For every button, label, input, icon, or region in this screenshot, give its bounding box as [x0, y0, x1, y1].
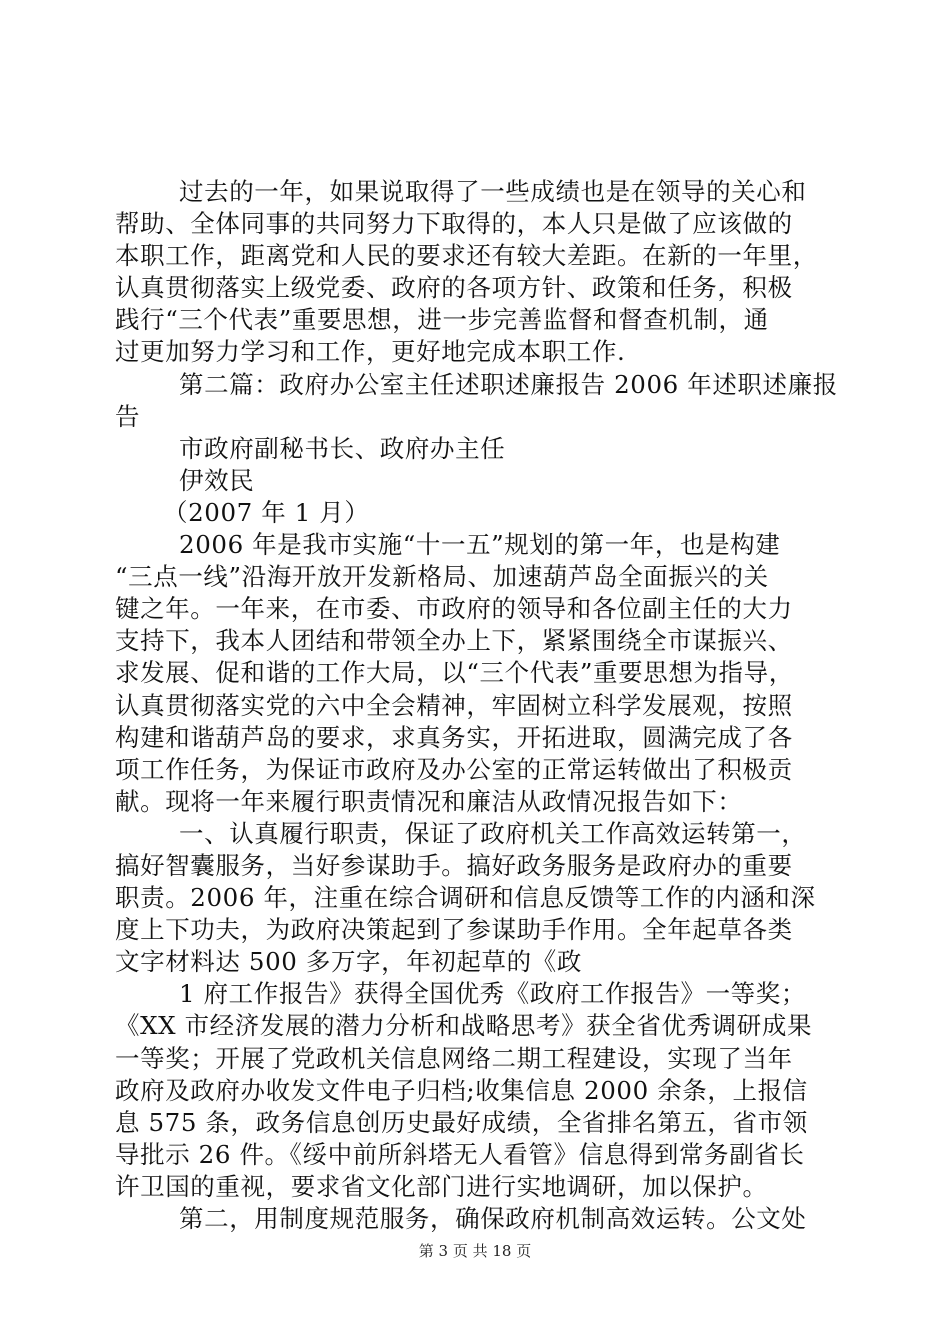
paragraph-line: 键之年。一年来，在市委、市政府的领导和各位副主任的大力: [115, 594, 793, 624]
paragraph-line: 支持下，我本人团结和带领全办上下，紧紧围绕全市谋振兴、: [115, 626, 793, 656]
paragraph-line: 一等奖；开展了党政机关信息网络二期工程建设，实现了当年: [115, 1043, 793, 1073]
paragraph-line: 过更加努力学习和工作，更好地完成本职工作.: [115, 337, 626, 367]
paragraph-line: 1 府工作报告》获得全国优秀《政府工作报告》一等奖；: [179, 979, 806, 1009]
section-heading-continued: 告: [115, 401, 141, 431]
paragraph-line: 许卫国的重视，要求省文化部门进行实地调研，加以保护。: [115, 1171, 768, 1201]
paragraph-line: 献。现将一年来履行职责情况和廉洁从政情况报告如下：: [115, 786, 743, 816]
paragraph-line: 度上下功夫，为政府决策起到了参谋助手作用。全年起草各类: [115, 915, 793, 945]
paragraph-line: 本职工作，距离党和人民的要求还有较大差距。在新的一年里，: [115, 241, 818, 271]
paragraph-line: 第二，用制度规范服务，确保政府机制高效运转。公文处: [179, 1204, 807, 1233]
paragraph-line: 2006 年是我市实施“十一五”规划的第一年，也是构建: [179, 530, 781, 560]
paragraph-line: 《XX 市经济发展的潜力分析和战略思考》获全省优秀调研成果: [115, 1011, 813, 1041]
paragraph-line: 一、认真履行职责，保证了政府机关工作高效运转第一，: [179, 818, 807, 848]
paragraph-line: 息 575 条，政务信息创历史最好成绩，全省排名第五，省市领: [115, 1107, 808, 1137]
paragraph-line: 政府及政府办收发文件电子归档;收集信息 2000 余条，上报信: [115, 1075, 808, 1105]
document-body: [115, 176, 840, 1235]
paragraph-line: “三点一线”沿海开放开发新格局、加速葫芦岛全面振兴的关: [115, 562, 769, 592]
paragraph-line: 职责。2006 年，注重在综合调研和信息反馈等工作的内涵和深: [115, 883, 816, 913]
paragraph-line: 文字材料达 500 多万字，年初起草的《政: [115, 947, 582, 977]
paragraph-line: 过去的一年，如果说取得了一些成绩也是在领导的关心和: [179, 177, 807, 206]
report-date: （2007 年 1 月）: [163, 497, 370, 527]
paragraph-line: 认真贯彻落实党的六中全会精神，牢固树立科学发展观，按照: [115, 690, 793, 720]
paragraph-line: 帮助、全体同事的共同努力下取得的，本人只是做了应该做的: [115, 209, 793, 239]
paragraph-line: 构建和谐葫芦岛的要求，求真务实，开拓进取，圆满完成了各: [115, 722, 793, 752]
paragraph-line: 求发展、促和谐的工作大局，以“三个代表”重要思想为指导，: [115, 658, 794, 688]
author-title: 市政府副秘书长、政府办主任: [179, 433, 506, 463]
paragraph-line: 搞好智囊服务，当好参谋助手。搞好政务服务是政府办的重要: [115, 850, 793, 880]
section-heading: 第二篇：政府办公室主任述职述廉报告 2006 年述职述廉报: [179, 369, 838, 399]
author-name: 伊效民: [179, 465, 255, 495]
paragraph-line: 项工作任务，为保证市政府及办公室的正常运转做出了积极贡: [115, 754, 793, 784]
paragraph-line: 践行“三个代表”重要思想，进一步完善监督和督查机制，通: [115, 305, 769, 335]
paragraph-line: 导批示 26 件。《绥中前所斜塔无人看管》信息得到常务副省长: [115, 1139, 805, 1169]
page-number-footer: 第 3 页 共 18 页: [418, 1242, 532, 1260]
paragraph-line: 认真贯彻落实上级党委、政府的各项方针、政策和任务，积极: [115, 273, 793, 303]
